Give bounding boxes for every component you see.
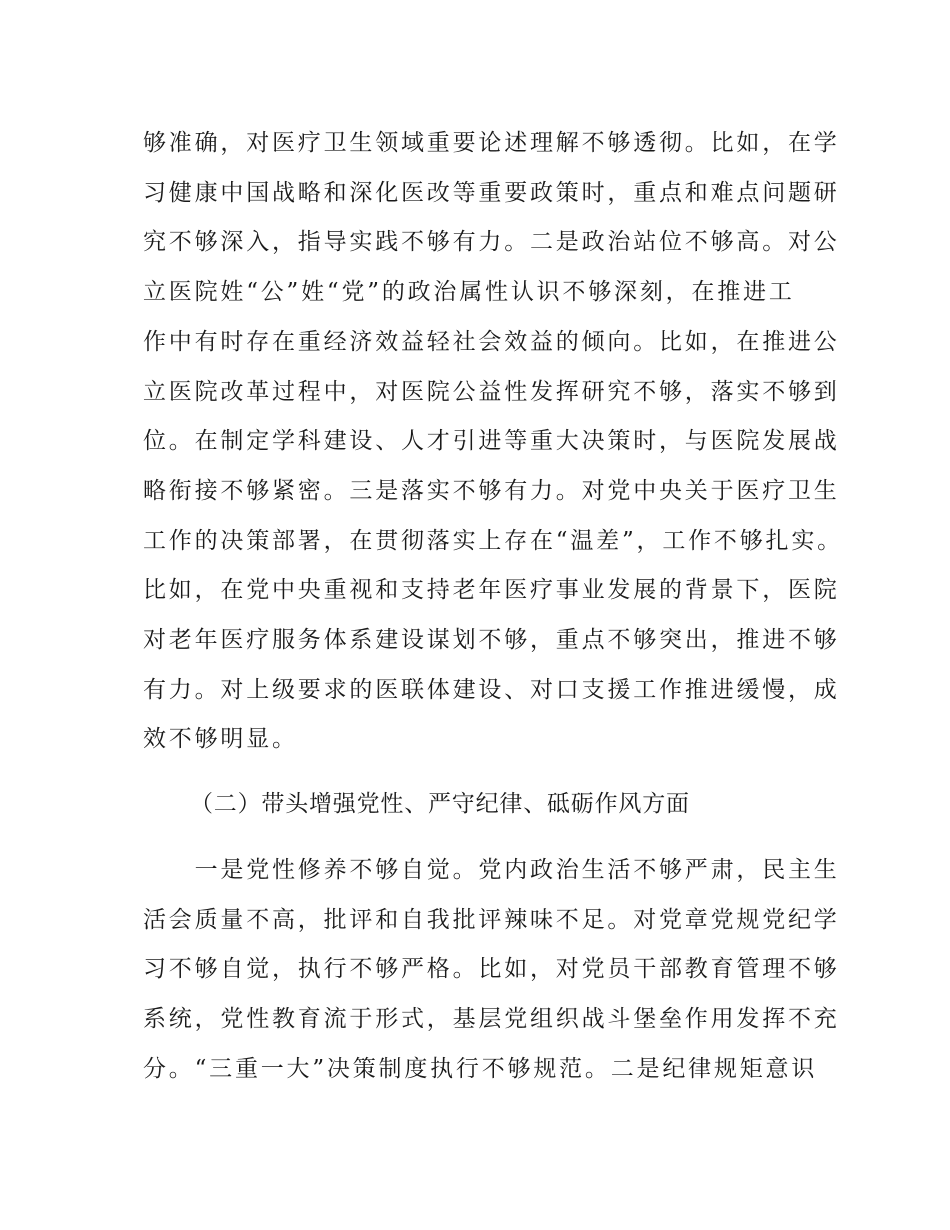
text-line: 习健康中国战略和深化医改等重要政策时，重点和难点问题研 [143, 179, 840, 206]
text-line: 作中有时存在重经济效益轻社会效益的倾向。比如，在推进公 [143, 328, 840, 355]
text-line: 有力。对上级要求的医联体建设、对口支援工作推进缓慢，成 [143, 676, 840, 703]
section-heading: （二）带头增强党性、严守纪律、砥砺作风方面 [190, 791, 690, 817]
text-line: 立医院改革过程中，对医院公益性发挥研究不够，落实不够到 [143, 378, 840, 405]
text-line: 工作的决策部署，在贯彻落实上存在“温差”，工作不够扎实。 [143, 527, 843, 554]
paragraph-section-two [143, 846, 840, 1095]
text-line: 分。“三重一大”决策制度执行不够规范。二是纪律规矩意识 [143, 1055, 818, 1082]
paragraph-continued [143, 119, 843, 765]
text-line: 效不够明显。 [143, 726, 298, 753]
text-line: 位。在制定学科建设、人才引进等重大决策时，与医院发展战 [143, 428, 840, 455]
text-line: 够准确，对医疗卫生领域重要论述理解不够透彻。比如，在学 [143, 130, 840, 156]
text-line: 略衔接不够紧密。三是落实不够有力。对党中央关于医疗卫生 [143, 477, 840, 504]
text-line: 活会质量不高，批评和自我批评辣味不足。对党章党规党纪学 [143, 906, 840, 933]
text-line: 立医院姓“公”姓“党”的政治属性认识不够深刻，在推进工 [143, 279, 795, 306]
text-line: 究不够深入，指导实践不够有力。二是政治站位不够高。对公 [143, 229, 840, 256]
text-line: 比如，在党中央重视和支持老年医疗事业发展的背景下，医院 [143, 577, 840, 604]
text-line: 系统，党性教育流于形式，基层党组织战斗堡垒作用发挥不充 [143, 1006, 840, 1033]
text-line: 对老年医疗服务体系建设谋划不够，重点不够突出，推进不够 [143, 627, 840, 654]
text-line: 习不够自觉，执行不够严格。比如，对党员干部教育管理不够 [143, 956, 840, 983]
text-line: 一是党性修养不够自觉。党内政治生活不够严肃，民主生 [143, 857, 840, 883]
